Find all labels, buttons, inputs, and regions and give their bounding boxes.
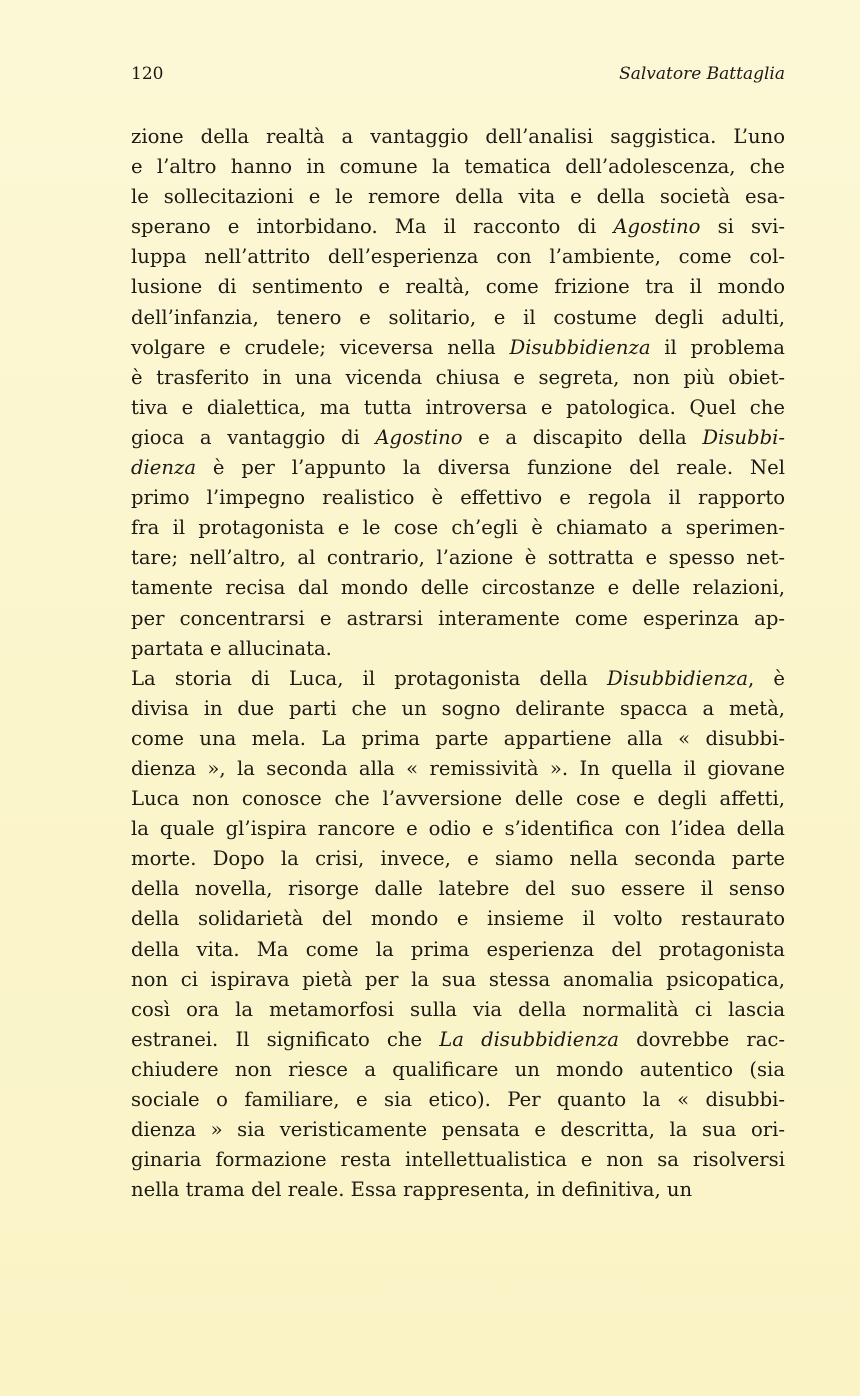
italic-title: Disubbidienza	[509, 335, 651, 359]
text-line	[131, 393, 785, 423]
text-segment: della solidarietà del mondo e insieme il volto restaurato	[131, 907, 785, 931]
text-segment: tamente recisa dal mondo delle circostanze e delle relazioni,	[131, 576, 785, 600]
text-segment: estranei. Il significato che	[131, 1027, 440, 1051]
italic-title: Agostino	[375, 425, 463, 449]
text-segment: tiva e dialettica, ma tutta introversa e patologica. Quel che	[131, 395, 785, 419]
text-line	[131, 754, 785, 784]
text-line	[131, 573, 785, 603]
italic-title: dienza	[131, 456, 197, 480]
text-line	[131, 904, 785, 934]
text-segment: della vita. Ma come la prima esperienza del protagonista	[131, 937, 785, 961]
text-segment: ginaria formazione resta intellettualistica e non sa risolversi	[131, 1148, 785, 1172]
text-line	[131, 965, 785, 995]
paragraph	[131, 664, 785, 1206]
text-segment: e a discapito della	[462, 425, 703, 449]
text-segment: La storia di Luca, il protagonista della	[131, 666, 607, 690]
text-line	[131, 212, 785, 242]
text-line	[131, 182, 785, 212]
text-line	[131, 423, 785, 453]
text-segment: per concentrarsi e astrarsi interamente come esperinza ap-	[131, 606, 785, 630]
text-segment: sociale o familiare, e sia etico). Per quanto la « disubbi-	[131, 1088, 785, 1111]
text-segment: le sollecitazioni e le remore della vita e della società esa-	[131, 185, 785, 209]
text-segment: la quale gl’ispira rancore e odio e s’identifica con l’idea della	[131, 817, 785, 841]
text-segment: dell’infanzia, tenero e solitario, e il costume degli adulti,	[131, 305, 785, 329]
text-segment: sperano e intorbidano. Ma il racconto di	[131, 215, 614, 239]
text-segment: chiudere non riesce a qualificare un mondo autentico (sia	[131, 1057, 785, 1081]
text-segment: fra il protagonista e le cose ch’egli è chiamato a sperimen-	[131, 516, 785, 540]
text-segment: lusione di sentimento e realtà, come frizione tra il mondo	[131, 275, 785, 299]
text-line	[131, 995, 785, 1025]
text-line	[131, 724, 785, 754]
italic-title: La disubbidienza	[439, 1027, 619, 1051]
text-segment: tare; nell’altro, al contrario, l’azione è sottratta e spesso net-	[131, 546, 785, 570]
text-line	[131, 784, 785, 814]
text-line	[131, 664, 785, 694]
text-line	[131, 694, 785, 724]
text-segment: dovrebbe rac-	[618, 1027, 785, 1051]
body-text	[131, 122, 785, 1205]
text-line	[131, 303, 785, 333]
text-segment: gioca a vantaggio di	[131, 425, 376, 449]
text-segment: della novella, risorge dalle latebre del suo essere il senso	[131, 877, 785, 901]
text-line	[131, 604, 785, 634]
text-segment: il problema	[650, 335, 785, 359]
text-segment: zione della realtà a vantaggio dell’analisi saggistica. L’uno	[131, 125, 785, 148]
italic-title: Disubbidienza	[607, 666, 749, 690]
text-line	[131, 1115, 785, 1145]
text-segment: , è	[748, 666, 785, 690]
text-line	[131, 844, 785, 874]
text-line	[131, 634, 785, 664]
text-line	[131, 1175, 785, 1205]
italic-title: Agostino	[613, 215, 701, 239]
text-line	[131, 935, 785, 965]
text-segment: dienza », la seconda alla « remissività ». In quella il giovane	[131, 756, 785, 780]
text-segment: morte. Dopo la crisi, invece, e siamo nella seconda parte	[131, 847, 785, 871]
text-segment: volgare e crudele; viceversa nella	[131, 335, 510, 359]
text-segment: e l’altro hanno in comune la tematica dell’adolescenza, che	[131, 155, 785, 179]
text-segment: come una mela. La prima parte appartiene alla « disubbi-	[131, 726, 785, 750]
text-line	[131, 453, 785, 483]
text-segment: nella trama del reale. Essa rappresenta, in definitiva, un	[131, 1178, 693, 1202]
text-segment: non ci ispirava pietà per la sua stessa anomalia psicopatica,	[131, 967, 785, 991]
running-head: Salvatore Battaglia	[619, 64, 785, 84]
page-number: 120	[131, 64, 164, 84]
text-segment: primo l’impegno realistico è effettivo e regola il rapporto	[131, 486, 785, 510]
text-segment: così ora la metamorfosi sulla via della normalità ci lascia	[131, 997, 785, 1021]
text-segment: divisa in due parti che un sogno delirante spacca a metà,	[131, 696, 785, 720]
page-header	[131, 64, 785, 90]
text-line	[131, 152, 785, 182]
text-line	[131, 1085, 785, 1115]
text-line	[131, 483, 785, 513]
text-line	[131, 1145, 785, 1175]
text-segment: partata e allucinata.	[131, 636, 332, 660]
text-line	[131, 1025, 785, 1055]
text-line	[131, 543, 785, 573]
text-line	[131, 814, 785, 844]
text-line	[131, 874, 785, 904]
text-segment: dienza » sia veristicamente pensata e descritta, la sua ori-	[131, 1118, 785, 1142]
text-line	[131, 1055, 785, 1085]
text-segment: si svi-	[700, 215, 785, 239]
text-segment: è trasferito in una vicenda chiusa e segreta, non più obiet-	[131, 365, 785, 389]
italic-title: Disubbi-	[702, 425, 785, 449]
text-line	[131, 363, 785, 393]
text-segment: luppa nell’attrito dell’esperienza con l’ambiente, come col-	[131, 245, 785, 269]
text-line	[131, 242, 785, 272]
text-line	[131, 122, 785, 152]
text-segment: è per l’appunto la diversa funzione del reale. Nel	[196, 456, 785, 480]
text-line	[131, 333, 785, 363]
text-segment: Luca non conosce che l’avversione delle cose e degli affetti,	[131, 787, 785, 811]
text-line	[131, 272, 785, 302]
text-line	[131, 513, 785, 543]
paragraph	[131, 122, 785, 664]
